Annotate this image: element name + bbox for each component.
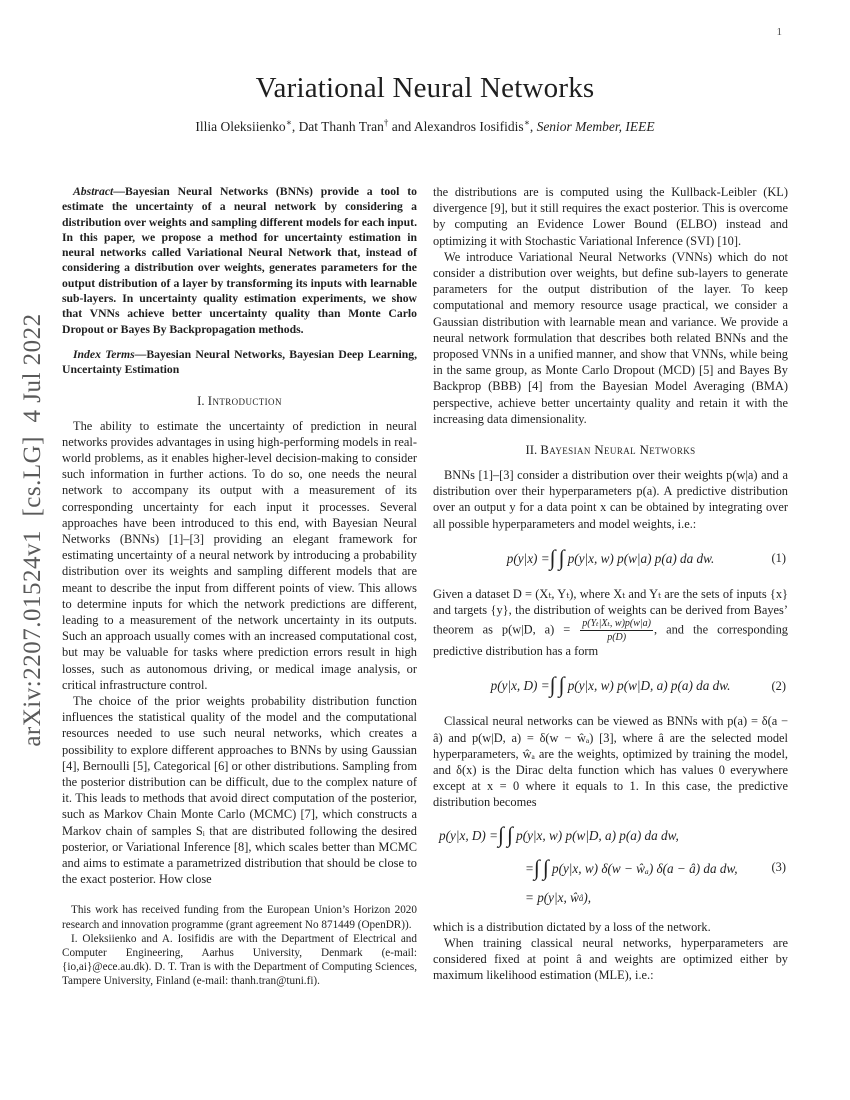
section-heading-introduction bbox=[62, 394, 417, 409]
index-terms-paragraph bbox=[62, 347, 417, 378]
fraction-denominator: p(D) bbox=[607, 631, 627, 643]
double-integral-symbol: ∫∫ bbox=[549, 544, 568, 570]
mle-paragraph: When training classical neural networks, hyperparameters are considered fixed at point â and weights are optimized either by maximum likelihood estimation (MLE), i.e.: bbox=[433, 935, 788, 983]
double-integral-symbol: ∫∫ bbox=[498, 822, 517, 848]
funding-footnote: This work has received funding from the European Union’s Horizon 2020 research and innovation programme (grant agreement No 871449 (OpenDR)). bbox=[62, 904, 417, 931]
dataset-paragraph bbox=[433, 586, 788, 660]
arxiv-sidebar-label: arXiv:2207.01524v1 [cs.LG] 4 Jul 2022 bbox=[19, 313, 46, 747]
intro-paragraph-1: The ability to estimate the uncertainty of prediction in neural networks provides advantages in using high-performing models in real-world problems, as it enables higher-level decision-making to consider such information in further actions. To do so, one needs the neural network to accompany its output with a measurement of its corresponding uncertainty for each input it processes. Several approaches have been introduced to this end, with Bayesian Neural Networks (BNNs) [1]–[3] providing an elegant framework for estimating uncertainty of a neural network by introducing a probability distribution over its weights and sampling different models that are meant to describe the input from different points of view. This allows to determine inputs for which the network predictions are different, leading to a measurement of the network uncertainty in its outputs. Such an approach usually comes with an increased computational cost, but may be valuable for tasks where prediction errors result in high losses, such as autonomous driving, or medical image analysis, or critical infrastructure control. bbox=[62, 418, 417, 692]
section-number: I. bbox=[197, 393, 205, 408]
author-1-affiliation-mark: ∗ bbox=[285, 117, 292, 128]
bayes-fraction bbox=[580, 618, 653, 643]
equation-2-lhs: p(y|x, D) = bbox=[490, 678, 550, 694]
author-2-affiliation-mark: † bbox=[383, 117, 389, 128]
author-separator: and bbox=[388, 119, 414, 134]
double-integral-symbol: ∫∫ bbox=[533, 855, 552, 881]
section-number: II. bbox=[525, 443, 538, 458]
left-column bbox=[62, 184, 417, 989]
equation-3-line-3: = p(y|x, ŵ â ), bbox=[525, 889, 592, 905]
loss-distribution-paragraph: which is a distribution dictated by a loss of the network. bbox=[433, 919, 711, 934]
author-line bbox=[0, 119, 850, 135]
abstract-text: —Bayesian Neural Networks (BNNs) provide a tool to estimate the uncertainty of a neural network by considering a distribution over weights and sampling different models for each input. In this paper, we propose a method for uncertainty estimation in neural networks called Variational Neural Network that, instead of considering a distribution over weights, generates parameters for the output distribution of a layer by transforming its inputs with learnable sub-layers. In uncertainty quality estimation experiments, we show that VNNs achieve better uncertainty quality than Monte Carlo Dropout or Bayes By Backpropagation methods. bbox=[62, 185, 417, 336]
equation-3-number: (3) bbox=[771, 859, 786, 874]
equation-3-line2-eq: = bbox=[525, 861, 534, 877]
equation-1-number: (1) bbox=[771, 551, 786, 566]
equation-2-number: (2) bbox=[771, 678, 786, 693]
continuation-paragraph: the distributions are is computed using the Kullback-Leibler (KL) divergence [9], but it still requires the exact posterior. This is overcome by computing an Evidence Lower Bound (ELBO) instead and optimizing it with Stochastic Variational Inference (SVI) [10]. bbox=[433, 185, 788, 248]
fraction-numerator: p(Yₜ|Xₜ, w)p(w|a) bbox=[582, 618, 652, 630]
intro-paragraph-2: The choice of the prior weights probability distribution function influences the statistical quality of the model and the computational resources needed to use such neural networks, which creates a possibility to explore different approaches to BNNs by using Gaussian [4], Bernoulli [5], Categorical [6] or other distributions. Sampling from the posterior distribution can be difficult, due to the complex nature of it. This leads to methods that avoid direct computation of the posterior, such as Markov Chain Monte Carlo (MCMC) [7], which constructs a Markov chain of samples Sᵢ that are distributed following the desired posterior, or Variational Inference [8], which scales better than MCMC and aims to estimate a parametrized distribution that should be close to the exact posterior. How close bbox=[62, 694, 417, 887]
abstract-label: Abstract bbox=[73, 185, 114, 198]
author-2: Dat Thanh Tran bbox=[298, 119, 384, 134]
author-1: Illia Oleksiienko bbox=[195, 119, 286, 134]
index-terms-text: —Bayesian Neural Networks, Bayesian Deep Learning, Uncertainty Estimation bbox=[62, 347, 417, 377]
dataset-text-post: , and the corresponding predictive distribution has a form bbox=[433, 622, 788, 659]
two-column-body bbox=[62, 184, 788, 989]
equation-3-line-1 bbox=[439, 820, 788, 853]
section-title: Introduction bbox=[207, 393, 282, 408]
right-column bbox=[433, 184, 788, 984]
equation-3-line3-post: ), bbox=[583, 889, 592, 905]
equation-3-line1-rhs: p(y|x, w) p(w|D, a) p(a) da dw, bbox=[516, 828, 679, 844]
classical-nn-paragraph: Classical neural networks can be viewed as BNNs with p(a) = δ(a − â) and p(w|D, a) = δ(w − ŵₐ) [3], where â are the selected model hyperparameters, ŵₐ are the weights, optimized by training the model, and δ(x) is the Dirac delta function which has values 0 everywhere except at x = 0 where it equals to 1. In this case, the predictive distribution becomes bbox=[433, 714, 788, 810]
dataset-text-pre: Given a dataset D = (Xₜ, Yₜ), where Xₜ and Yₜ are the sets of inputs {x} and targets {y}, the distribution of weights can be derived from Bayes’ theorem as p(w|D, a) = bbox=[433, 586, 788, 637]
author-3: Alexandros Iosifidis bbox=[413, 119, 524, 134]
index-terms-label: Index Terms bbox=[73, 347, 135, 361]
section-title: Bayesian Neural Networks bbox=[540, 443, 696, 458]
author-membership: Senior Member, IEEE bbox=[536, 119, 655, 134]
equation-1-lhs: p(y|x) = bbox=[506, 550, 550, 566]
equation-3-line-2 bbox=[439, 853, 788, 886]
equation-1-rhs: p(y|x, w) p(w|a) p(a) da dw. bbox=[567, 550, 715, 566]
section-heading-bnn bbox=[433, 443, 788, 458]
equation-3-line1-lhs: p(y|x, D) = bbox=[439, 828, 499, 844]
vnn-intro-paragraph: We introduce Variational Neural Networks (VNNs) which do not consider a distribution over weights, but define sub-layers to generate parameters for the output distribution of the layer. To keep computational and memory resource usage practical, we consider a Gaussian distribution with learnable mean and variance. We provide a neural network formulation that describes both related BNNs and the proposed VNNs in a unified manner, and show that VNNs, while being in the same group, as Monte Carlo Dropout (MCD) [5] and Bayes By Backprop (BBB) [4] from the Bayesian Model Averaging (BMA) perspective, achieve better uncertainty quality and retain it with the increasing data dimensionality. bbox=[433, 249, 788, 426]
title-block bbox=[0, 72, 850, 135]
author-3-affiliation-mark: ∗ bbox=[523, 117, 530, 128]
equation-2 bbox=[433, 668, 788, 704]
abstract-paragraph bbox=[62, 184, 417, 337]
bnn-paragraph-1: BNNs [1]–[3] consider a distribution over their weights p(w|a) and a distribution over their hyperparameters p(a). A predictive distribution over an output y for a data point x can be obtained by integrating over all possible hyperparameters and model weights, i.e.: bbox=[433, 468, 788, 531]
page-number: 1 bbox=[776, 26, 782, 38]
affiliation-footnote: I. Oleksiienko and A. Iosifidis are with the Department of Electrical and Computer Engineering, Aarhus University, Denmark (e-mail: {io,ai}@ece.au.dk). D. T. Tran is with the Department of Computing Sciences, Tampere University, Finland (e-mail: thanh.tran@tuni.fi). bbox=[62, 932, 417, 988]
equation-3 bbox=[433, 820, 788, 910]
equation-2-rhs: p(y|x, w) p(w|D, a) p(a) da dw. bbox=[567, 678, 731, 694]
double-integral-symbol: ∫∫ bbox=[549, 672, 568, 698]
author-separator: , bbox=[291, 119, 299, 134]
author-separator: , bbox=[529, 119, 537, 134]
equation-3-line2-rhs: p(y|x, w) δ(w − ŵₐ) δ(a − â) da dw, bbox=[551, 861, 738, 877]
footnote-block bbox=[62, 903, 417, 988]
equation-3-line3-pre: = p(y|x, ŵ bbox=[525, 889, 579, 905]
paper-title: Variational Neural Networks bbox=[255, 72, 595, 104]
equation-1 bbox=[433, 541, 788, 577]
